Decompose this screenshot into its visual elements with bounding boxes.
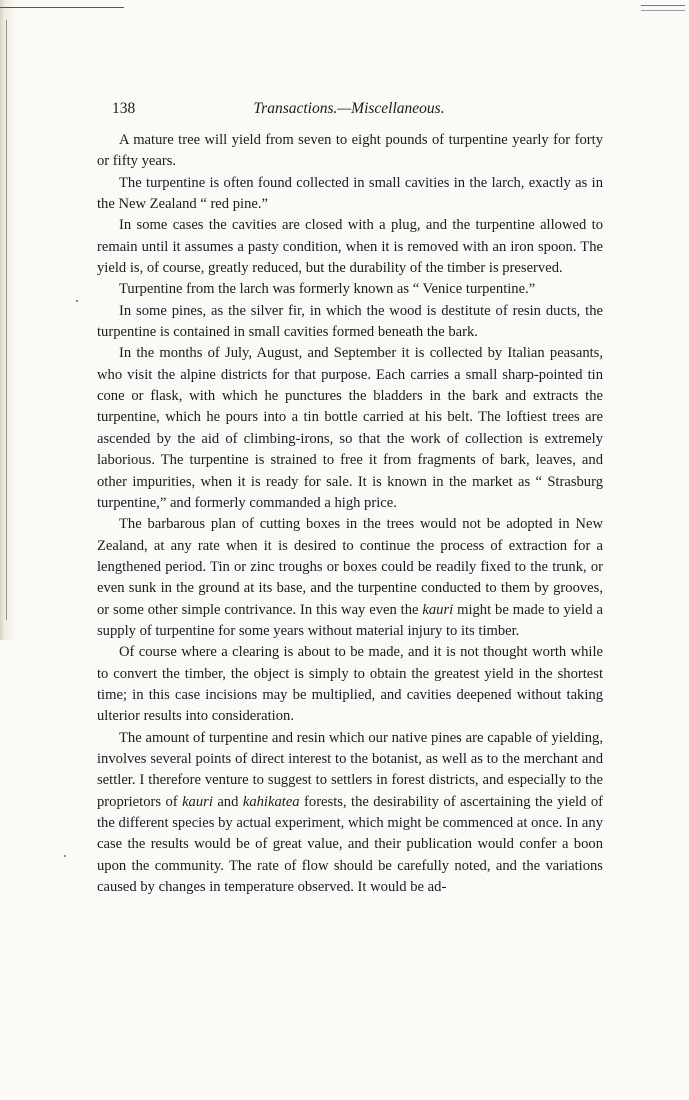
page-edge-shadow — [0, 0, 16, 640]
page-header — [112, 100, 586, 120]
paragraph — [97, 514, 603, 642]
top-rule — [0, 7, 124, 8]
paragraph-text: The amount of turpentine and resin which our native pines are capable of yielding, involves several points of direct interest to the botanist, as well as to the merchant and settler. I therefore venture to suggest to settlers in forest districts, and especially to the proprietors of — [97, 729, 603, 810]
italic-term: kahikatea — [242, 793, 300, 810]
paragraph — [97, 173, 603, 216]
paragraph — [97, 642, 603, 727]
paragraph-text: In some cases the cavities are closed with a plug, and the turpentine allowed to remain until it assumes a pasty condition, when it is removed with an iron spoon. The yield is, of course, greatly reduced, but the durability of the timber is preserved. — [97, 217, 603, 277]
paragraph-text: In the months of July, August, and September it is collected by Italian peasants, who visit the alpine districts for that purpose. Each carries a small sharp-pointed tin cone or flask, with which he punctures the bladders in the bark and extracts the turpentine, which he pours into a tin bottle carried at his belt. The loftiest trees are ascended by the aid of climbing-irons, so that the work of collection is extremely laborious. The turpentine is strained to free it from fragments of bark, leaves, and other impurities, when it is ready for sale. It is known in the market as “ Strasburg turpentine,” and formerly commanded a high price. — [97, 345, 603, 511]
paragraph-text: The turpentine is often found collected in small cavities in the larch, exactly as in the New Zealand “ red pine.” — [97, 174, 603, 213]
paragraph-text: The barbarous plan of cutting boxes in the trees would not be adopted in New Zealand, at any rate when it is desired to continue the process of extraction for a lengthened period. Tin or zinc troughs or boxes could be readily fixed to the trunk, or even sunk in the ground at its base, and the turpentine conducted to them by grooves, or some other simple contrivance. In this way even the — [97, 516, 603, 618]
ink-speck — [76, 300, 78, 302]
paragraph — [97, 130, 603, 173]
paragraph-text: In some pines, as the silver fir, in which the wood is destitute of resin ducts, the turpentine is contained in small cavities formed beneath the bark. — [97, 302, 603, 341]
paragraph-text: might be made to yield a supply of turpentine for some years without material injury to its timber. — [97, 601, 603, 639]
paragraph — [97, 301, 603, 344]
paragraph-text: Turpentine from the larch was formerly known as “ Venice turpentine.” — [119, 281, 536, 298]
body-text — [97, 130, 603, 898]
italic-term: kauri — [422, 601, 454, 618]
corner-mark — [641, 5, 685, 11]
paragraph — [97, 279, 603, 300]
paragraph-text: Of course where a clearing is about to be made, and it is not thought worth while to convert the timber, the object is simply to obtain the greatest yield in the shortest time; in this case incisions may be multiplied, and cavities deepened without taking ulterior results into consideration. — [97, 644, 603, 725]
page-number: 138 — [112, 100, 136, 117]
ink-speck — [64, 855, 66, 857]
paragraph-text: A mature tree will yield from seven to eight pounds of turpentine yearly for forty or fifty years. — [97, 132, 603, 170]
paragraph-text: and — [212, 793, 243, 810]
italic-term: kauri — [182, 793, 213, 810]
running-head: Transactions.—Miscellaneous. — [253, 100, 445, 117]
binding-edge-line — [6, 20, 7, 620]
paragraph — [97, 343, 603, 514]
paragraph — [97, 215, 603, 279]
paragraph-text: forests, the desirability of ascertaining the yield of the different species by actual experiment, which might be commenced at once. In any case the results would be of great value, and their publication would confer a boon upon the community. The rate of flow should be carefully noted, and the variations caused by changes in temperature observed. It would be ad- — [97, 793, 603, 896]
paragraph — [97, 728, 603, 899]
